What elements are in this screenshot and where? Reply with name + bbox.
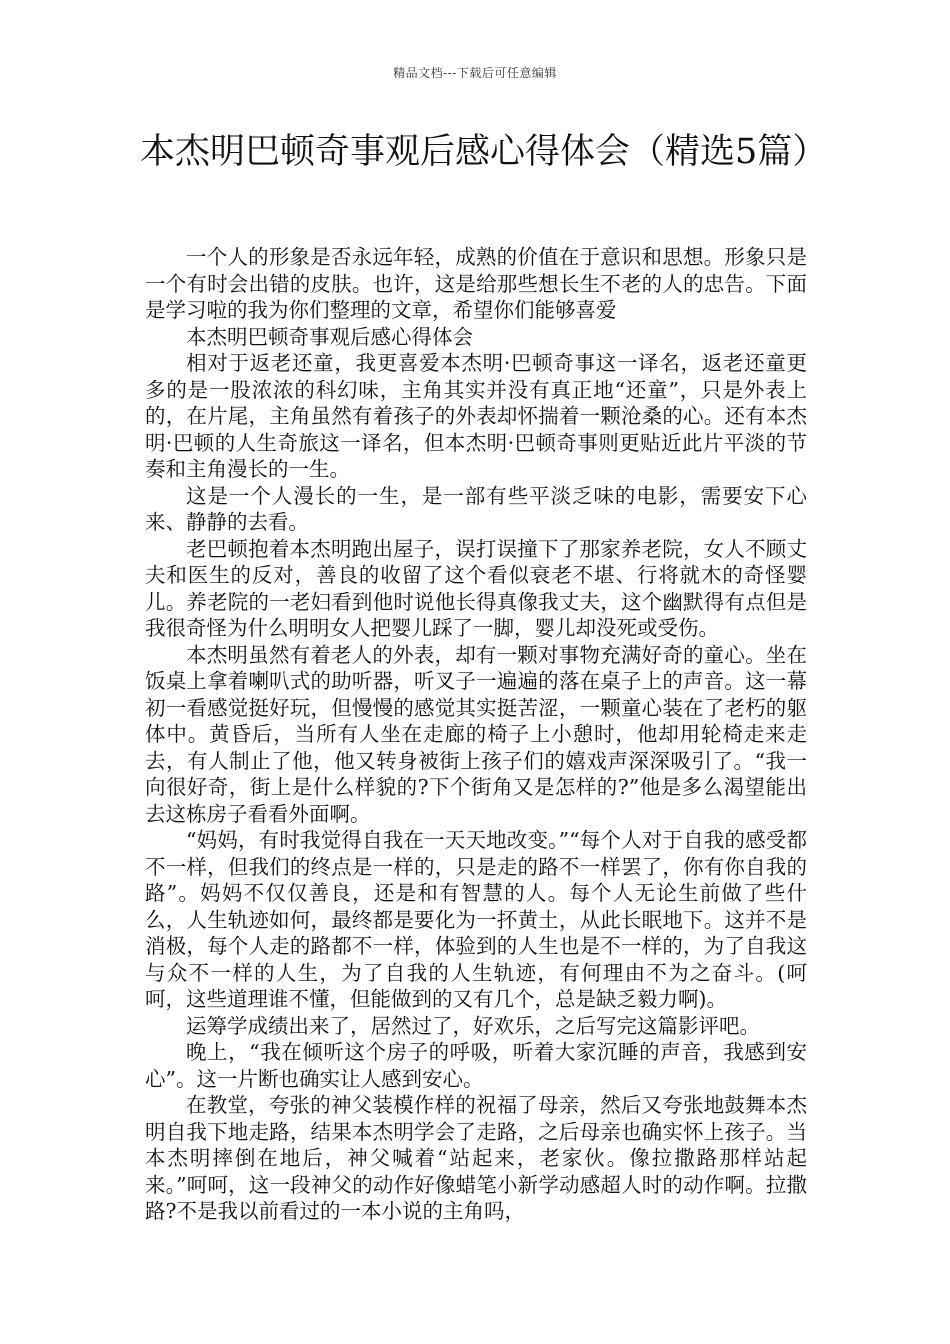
document-title: 本杰明巴顿奇事观后感心得体会（精选5篇） <box>140 132 828 172</box>
document-body <box>145 244 807 1225</box>
paragraph: 这是一个人漫长的一生，是一部有些平淡乏味的电影，需要安下心来、静静的去看。 <box>145 483 807 534</box>
paragraph: 运筹学成绩出来了，居然过了，好欢乐，之后写完这篇影评吧。 <box>186 1013 760 1038</box>
paragraph: 老巴顿抱着本杰明跑出屋子，误打误撞下了那家养老院，女人不顾丈夫和医生的反对，善良的收留了这个看似衰老不堪、行将就木的奇怪婴儿。养老院的一老妇看到他时说他长得真像我丈夫，这个幽默得有点但是我很奇怪为什么明明女人把婴儿踩了一脚，婴儿却没死或受伤。 <box>145 536 807 640</box>
paragraph: 在教堂，夸张的神父装模作样的祝福了母亲，然后又夸张地鼓舞本杰明自我下地走路，结果本杰明学会了走路，之后母亲也确实怀上孩子。当本杰明摔倒在地后，神父喊着“站起来，老家伙。像拉撒路那样站起来。”呵呵，这一段神父的动作好像蜡笔小新学动感超人时的动作啊。拉撒路?不是我以前看过的一本小说的主角吗， <box>145 1093 807 1223</box>
paragraph: 本杰明虽然有着老人的外表，却有一颗对事物充满好奇的童心。坐在饭桌上拿着喇叭式的助听器，听叉子一遍遍的落在桌子上的声音。这一幕初一看感觉挺好玩，但慢慢的感觉其实挺苦涩，一颗童心装在了老朽的躯体中。黄昏后，当所有人坐在走廊的椅子上小憩时，他却用轮椅走来走去，有人制止了他，他又转身被街上孩子们的嬉戏声深深吸引了。“我一向很好奇，街上是什么样貌的?下个街角又是怎样的?”他是多么渴望能出去这栋房子看看外面啊。 <box>145 642 807 826</box>
page-header: 精品文档---下载后可任意编辑 <box>393 66 557 80</box>
paragraph: 晚上，“我在倾听这个房子的呼吸，听着大家沉睡的声音，我感到安心”。这一片断也确实让人感到安心。 <box>145 1040 807 1091</box>
paragraph: “妈妈，有时我觉得自我在一天天地改变。”“每个人对于自我的感受都不一样，但我们的终点是一样的，只是走的路不一样罢了，你有你自我的路”。妈妈不仅仅善良，还是和有智慧的人。每个人无论生前做了些什么，人生轨迹如何，最终都是要化为一抔黄土，从此长眠地下。这并不是消极，每个人走的路都不一样，体验到的人生也是不一样的，为了自我这与众不一样的人生，为了自我的人生轨迹，有何理由不为之奋斗。(呵呵，这些道理谁不懂，但能做到的又有几个，总是缺乏毅力啊)。 <box>145 828 807 1011</box>
paragraph: 相对于返老还童，我更喜爱本杰明·巴顿奇事这一译名，返老还童更多的是一股浓浓的科幻味，主角其实并没有真正地“还童”，只是外表上的，在片尾，主角虽然有着孩子的外表却怀揣着一颗沧桑的心。还有本杰明·巴顿的人生奇旅这一译名，但本杰明·巴顿奇事则更贴近此片平淡的节奏和主角漫长的一生。 <box>145 351 807 481</box>
paragraph: 一个人的形象是否永远年轻，成熟的价值在于意识和思想。形象只是一个有时会出错的皮肤。也许，这是给那些想长生不老的人的忠告。下面是学习啦的我为你们整理的文章，希望你们能够喜爱 <box>145 245 807 322</box>
paragraph: 本杰明巴顿奇事观后感心得体会 <box>186 324 473 349</box>
